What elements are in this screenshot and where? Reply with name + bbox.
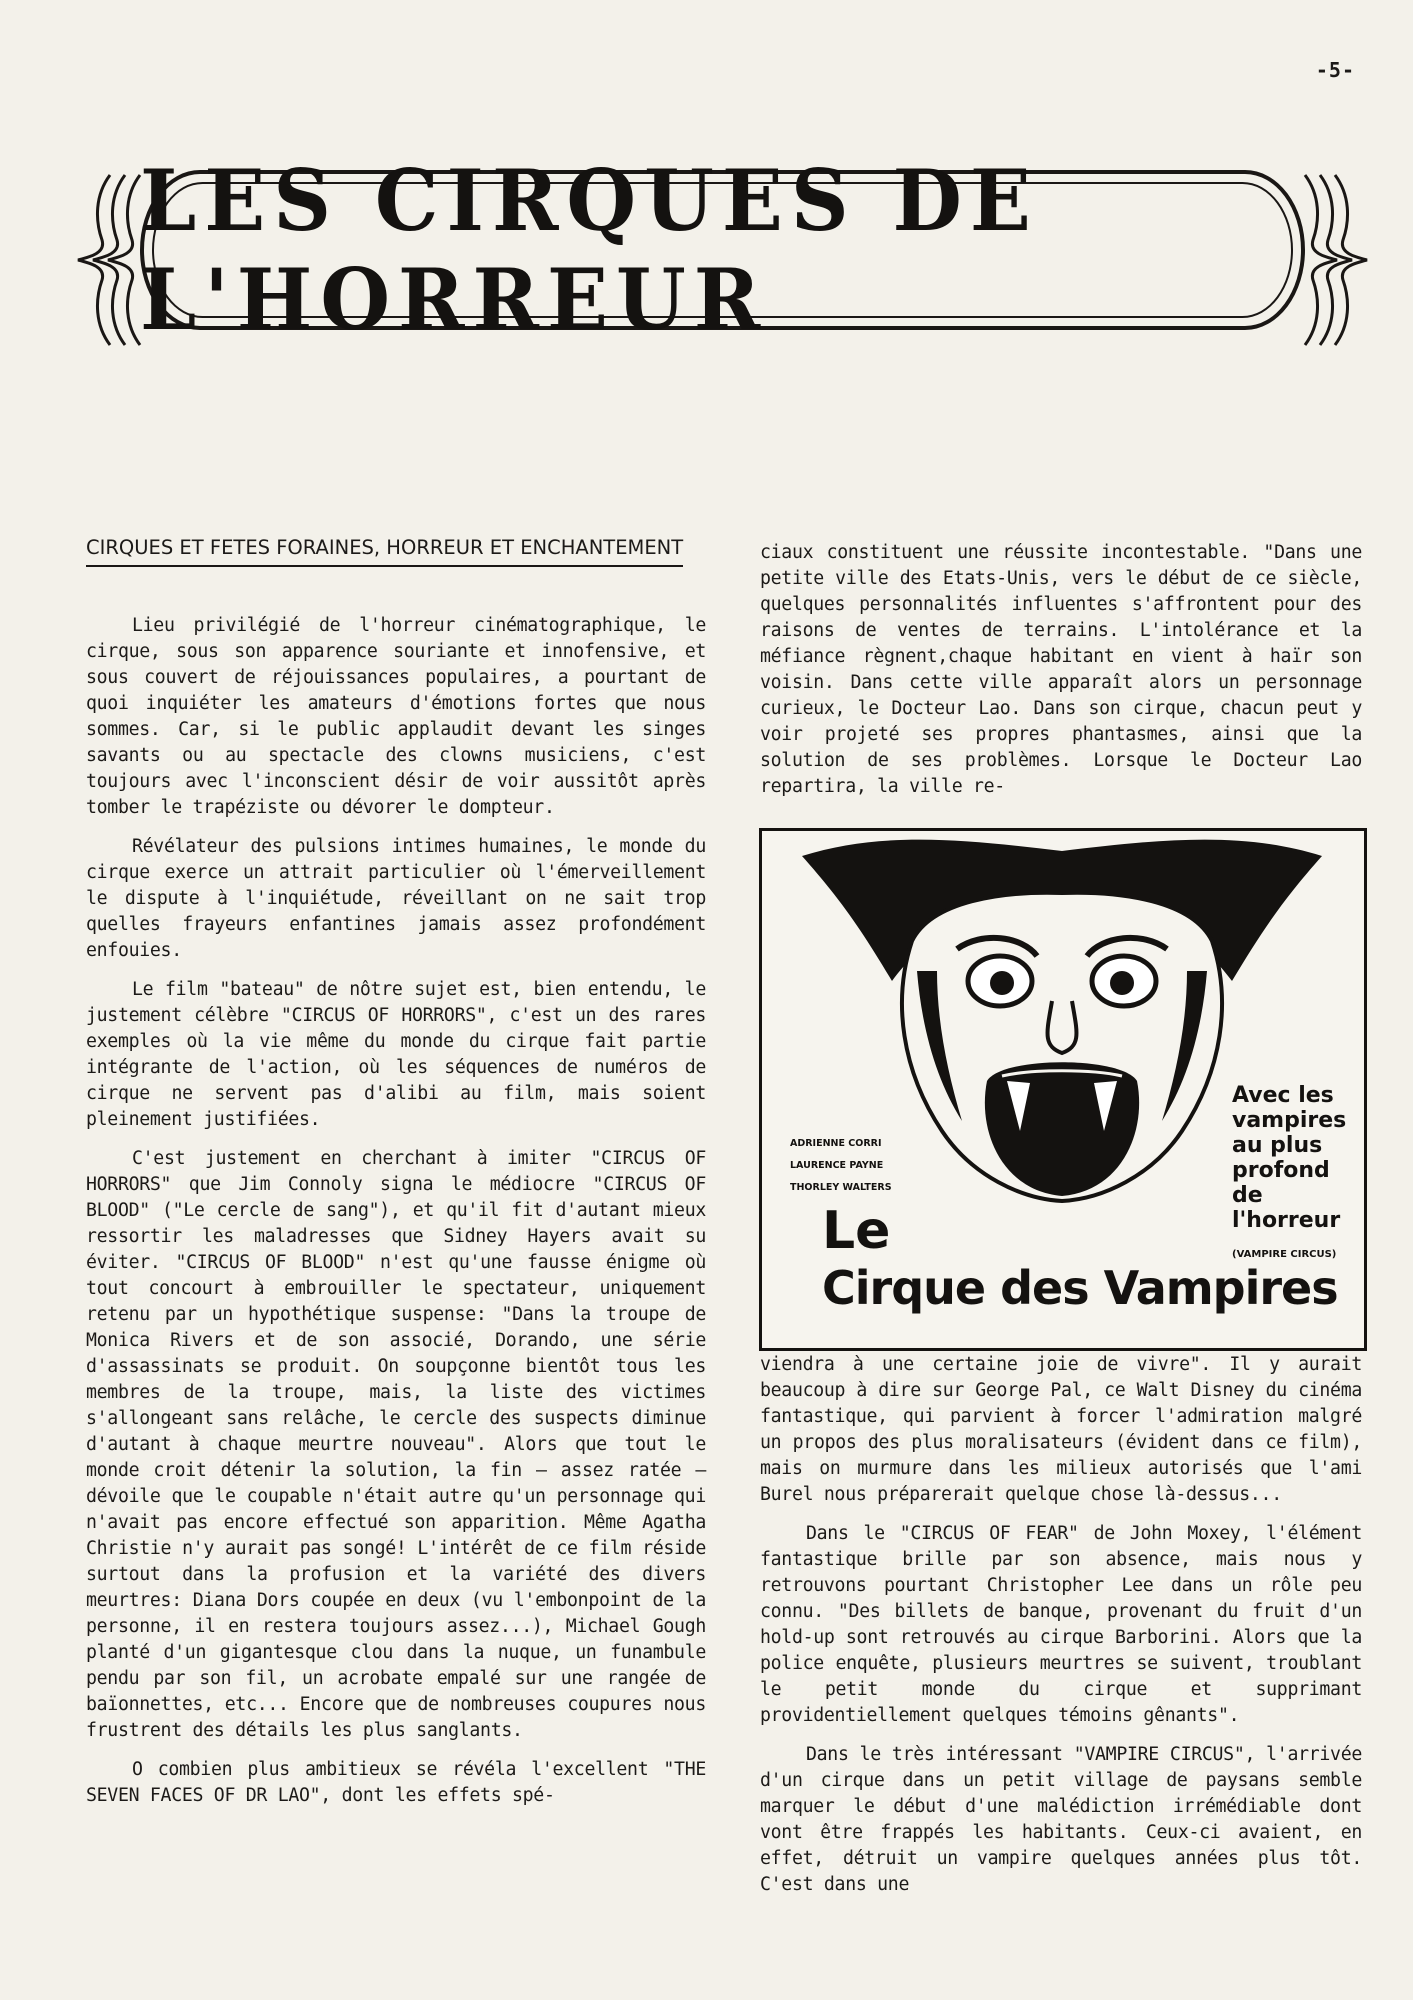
paragraph: Dans le "CIRCUS OF FEAR" de John Moxey, l'élément fantastique brille par son absence, mais nous y retrouvons pourtant Christopher Lee dans un rôle peu connu. "Des billets de banque, provenant du fruit d'un hold-up sont retrouvés au cirque Barborini. Alors que la police enquête, plusieurs meurtres se suivent, troublant le petit monde du cirque et supprimant providentiellement quelques témoins gênants". xyxy=(760,1523,1362,1726)
paragraph: Lieu privilégié de l'horreur cinématographique, le cirque, sous son apparence souriante et innofensive, et sous couvert de réjouissances populaires, a pourtant de quoi inquiéter les amateurs d'émotions fortes que nous sommes. Car, si le public applaudit devant les singes savants ou au spectacle des clowns musiciens, c'est toujours avec l'inconscient désir de voir aussitôt après tomber le trapéziste ou dévorer le dompteur. xyxy=(86,615,706,818)
poster-credits xyxy=(790,1133,940,1199)
paragraph: ciaux constituent une réussite incontestable. "Dans une petite ville des Etats-Unis, vers le début de ce siècle, quelques personnalités influentes s'affrontent pour des raisons de ventes de terrains. L'intolérance et la méfiance règnent,chaque habitant en vient à haïr son voisin. Dans cette ville apparaît alors un personnage curieux, le Docteur Lao. Dans son cirque, chacun peut y voir projeté ses propres phantasmes, ainsi que la solution de ses problèmes. Lorsque le Docteur Lao repartira, la ville re- xyxy=(760,542,1362,797)
right-column-top xyxy=(760,540,1362,813)
page-title: LES CIRQUES DE L'HORREUR xyxy=(140,151,1039,349)
page-number: -5- xyxy=(1315,58,1355,82)
poster-original-title: (VAMPIRE CIRCUS) xyxy=(1232,1249,1337,1260)
poster-tagline: Avec les vampires au plus profond de l'horreur xyxy=(1232,1083,1347,1233)
credit-name: ADRIENNE CORRI xyxy=(790,1138,882,1149)
poster-title: Cirque des Vampires xyxy=(822,1261,1338,1315)
paragraph: Le film "bateau" de nôtre sujet est, bien entendu, le justement célèbre "CIRCUS OF HORRORS", c'est un des rares exemples où la vie même du monde du cirque fait partie intégrante de l'action, où les séquences de numéros de cirque ne servent pas d'alibi au film, mais soient pleinement justifiées. xyxy=(86,979,706,1130)
left-column xyxy=(86,535,706,1822)
title-banner xyxy=(70,151,1375,355)
paragraph: viendra à une certaine joie de vivre". Il y aurait beaucoup à dire sur George Pal, ce Walt Disney du cinéma fantastique, qui parvient à forcer l'admiration malgré un propos des plus moralisateurs (évident dans ce film), mais on murmure dans les milieux autorisés que l'ami Burel nous préparerait quelque chose là-dessus... xyxy=(760,1354,1362,1505)
paragraph: Dans le très intéressant "VAMPIRE CIRCUS", l'arrivée d'un cirque dans un petit village de paysans semble marquer le début d'une malédiction irrémédiable dont vont être frappés les habitants. Ceux-ci avaient, en effet, détruit un vampire quelques années plus tôt. C'est dans une xyxy=(760,1744,1362,1895)
paragraph: Révélateur des pulsions intimes humaines, le monde du cirque exerce un attrait particulier où l'émerveillement le dispute à l'inquiétude, réveillant on ne sait trop quelles frayeurs enfantines jamais assez profondément enfouies. xyxy=(86,836,706,961)
paragraph: C'est justement en cherchant à imiter "CIRCUS OF HORRORS" que Jim Connoly signa le médiocre "CIRCUS OF BLOOD" ("Le cercle de sang"), et qu'il fit d'autant mieux ressortir les maladresses que Sidney Hayers avait su éviter. "CIRCUS OF BLOOD" n'est qu'une fausse énigme où tout concourt à embrouiller le spectateur, uniquement retenu par un hypothétique suspense: "Dans la troupe de Monica Rivers et de son associé, Dorando, une série d'assassinats se produit. On soupçonne bientôt tous les membres de la troupe, mais, la liste des victimes s'allongeant sans relâche, le cercle des suspects diminue d'autant à chaque meurtre nouveau". Alors que tout le monde croit détenir la solution, la fin — assez ratée — dévoile que le coupable n'était autre qu'un personnage qui n'avait pas encore effectué son apparition. Même Agatha Christie n'y aurait pas songé! L'intérêt de ce film réside surtout dans la profusion et la variété des divers meurtres: Diana Dors coupée en deux (vu l'embonpoint de la personne, il en restera toujours assez...), Michael Gough planté d'un gigantesque clou dans la nuque, un funambule pendu par son fil, un acrobate empalé sur une rangée de baïonnettes, etc... Encore que de nombreuses coupures nous frustrent des détails les plus sanglants. xyxy=(86,1148,706,1741)
credit-name: LAURENCE PAYNE xyxy=(790,1160,884,1171)
section-heading: CIRQUES ET FETES FORAINES, HORREUR ET ENCHANTEMENT xyxy=(86,535,683,567)
right-column-bottom xyxy=(760,1352,1362,1911)
film-poster xyxy=(759,828,1367,1351)
paragraph: O combien plus ambitieux se révéla l'excellent "THE SEVEN FACES OF DR LAO", dont les effets spé- xyxy=(86,1759,706,1806)
credit-name: THORLEY WALTERS xyxy=(790,1182,892,1193)
poster-title-article: Le xyxy=(822,1201,891,1261)
